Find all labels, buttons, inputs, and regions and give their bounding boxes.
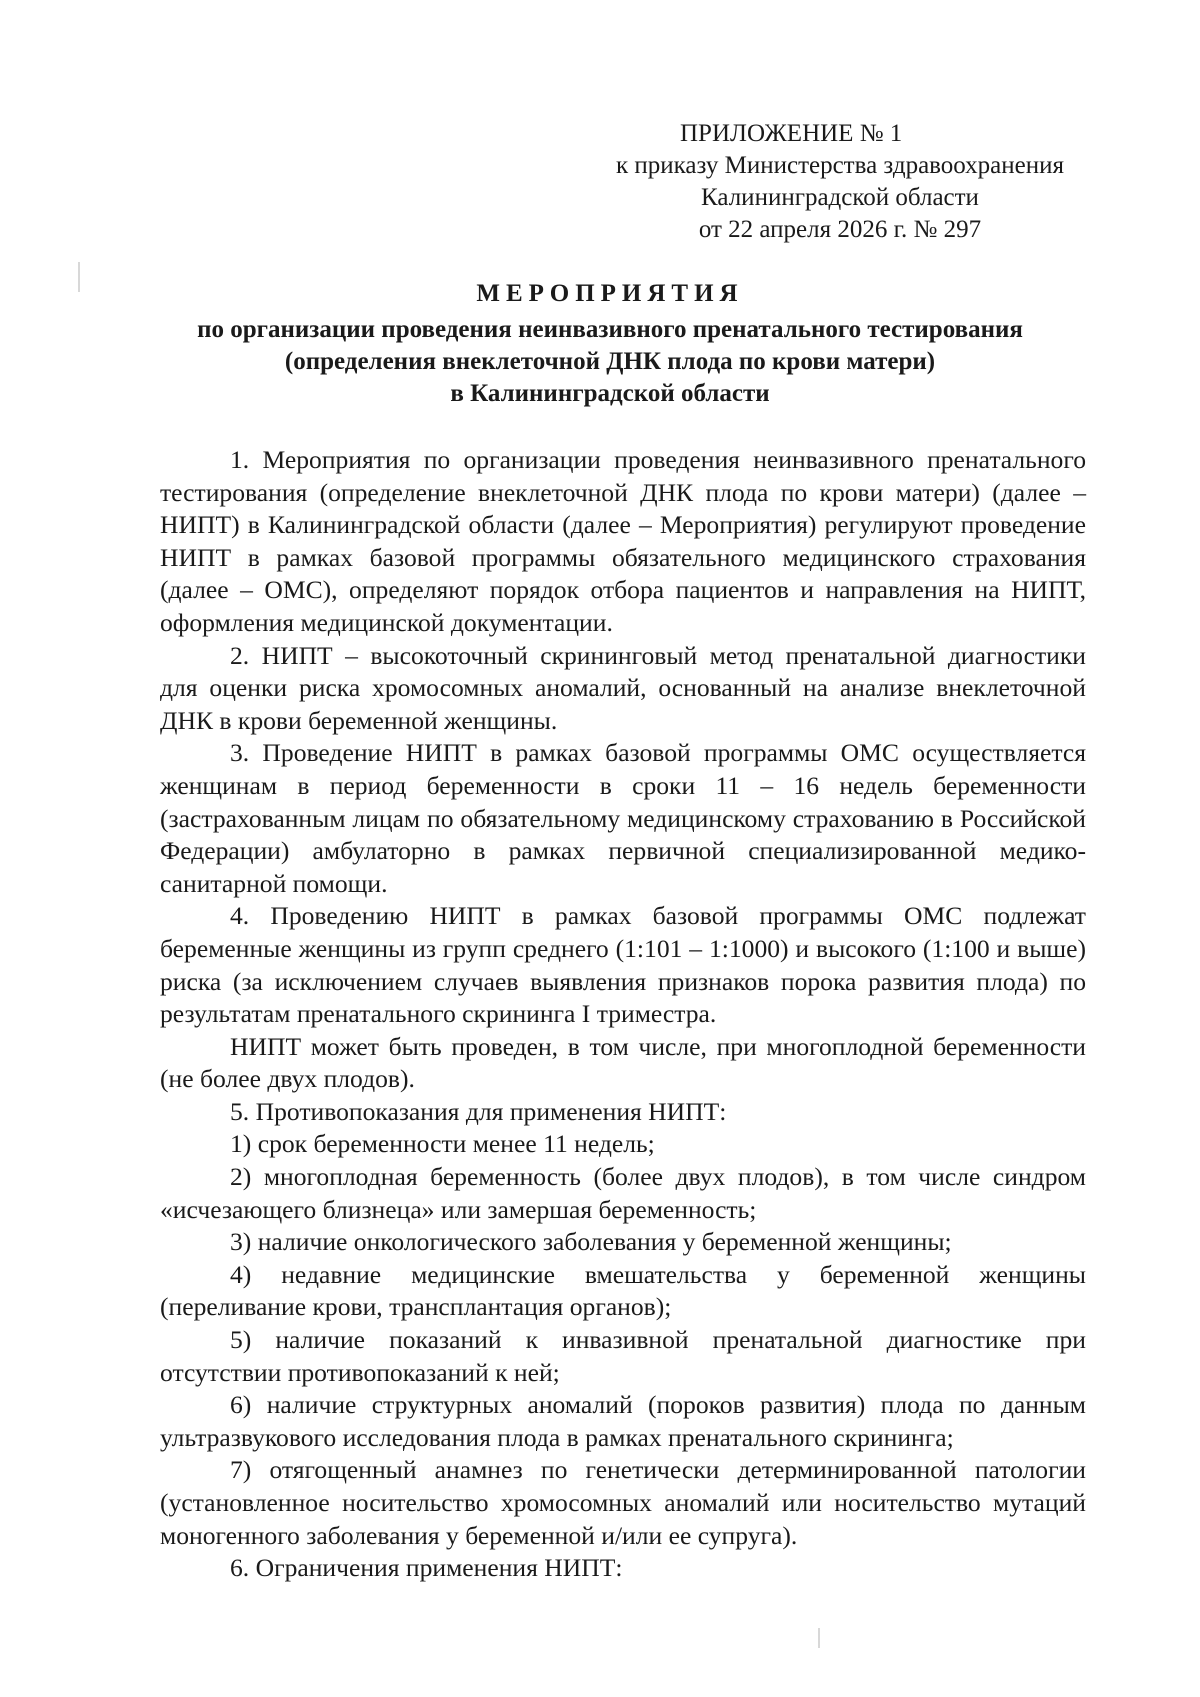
document-body (160, 444, 1086, 1585)
scan-artifact (818, 1628, 820, 1648)
appendix-order-date: от 22 апреля 2026 г. № 297 (698, 216, 982, 243)
title-line-2: (определения внеклеточной ДНК плода по крови матери) (284, 348, 936, 375)
appendix-region: Калининградской области (701, 184, 979, 211)
appendix-number: ПРИЛОЖЕНИЕ № 1 (680, 120, 903, 147)
title-line-1: по организации проведения неинвазивного пренатального тестирования (197, 316, 1023, 343)
paragraph-5: 5. Противопоказания для применения НИПТ: (230, 1096, 727, 1126)
paragraph-3: 3. Проведение НИПТ в рамках базовой программы ОМС осуществляется женщинам в период беременности в сроки 11 – 16 недель беременности (застрахованным лицам по обязательному медицинскому страхованию в Российской Федерации) амбулаторно в рамках первичной специализированной медико-санитарной помощи. (160, 738, 1086, 898)
contraindication-6: 6) наличие структурных аномалий (пороков развития) плода по данным ультразвукового исследования плода в рамках пренатального скрининга; (160, 1390, 1086, 1452)
title-line-3: в Калининградской области (450, 380, 770, 407)
document-title (150, 278, 1070, 410)
paragraph-4: 4. Проведению НИПТ в рамках базовой программы ОМС подлежат беременные женщины из групп среднего (1:101 – 1:1000) и высокого (1:100 и выше) риска (за исключением случаев выявления признаков порока развития плода) по результатам пренатального скрининга I триместра. (160, 901, 1086, 1029)
appendix-order-ref: к приказу Министерства здравоохранения (615, 152, 1065, 179)
contraindication-4: 4) недавние медицинские вмешательства у беременной женщины (переливание крови, трансплантация органов); (160, 1259, 1086, 1322)
paragraph-1: 1. Мероприятия по организации проведения неинвазивного пренатального тестирования (определение внеклеточной ДНК плода по крови матери) (далее – НИПТ) в Калининградской области (далее – Мероприятия) регулируют проведение НИПТ в рамках базовой программы обязательного медицинского страхования (далее – ОМС), определяют порядок отбора пациентов и направления на НИПТ, оформления медицинской документации. (160, 445, 1086, 637)
contraindication-2: 2) многоплодная беременность (более двух плодов), в том числе синдром «исчезающего близнеца» или замершая беременность; (160, 1162, 1086, 1224)
title-main: МЕРОПРИЯТИЯ (476, 280, 744, 307)
scan-artifact (78, 262, 80, 292)
paragraph-6: 6. Ограничения применения НИПТ: (230, 1553, 623, 1583)
contraindication-5: 5) наличие показаний к инвазивной пренатальной диагностике при отсутствии противопоказаний к ней; (160, 1325, 1086, 1387)
contraindication-7: 7) отягощенный анамнез по генетически детерминированной патологии (установленное носительство хромосомных аномалий или носительство мутаций моногенного заболевания у беременной и/или ее супруга). (160, 1455, 1086, 1550)
appendix-header (600, 118, 1080, 246)
contraindication-3: 3) наличие онкологического заболевания у беременной женщины; (230, 1227, 952, 1257)
contraindication-1: 1) срок беременности менее 11 недель; (230, 1129, 655, 1159)
paragraph-4-note: НИПТ может быть проведен, в том числе, при многоплодной беременности (не более двух плодов). (160, 1031, 1086, 1094)
paragraph-2: 2. НИПТ – высокоточный скрининговый метод пренатальной диагностики для оценки риска хромосомных аномалий, основанный на анализе внеклеточной ДНК в крови беременной женщины. (160, 640, 1086, 735)
